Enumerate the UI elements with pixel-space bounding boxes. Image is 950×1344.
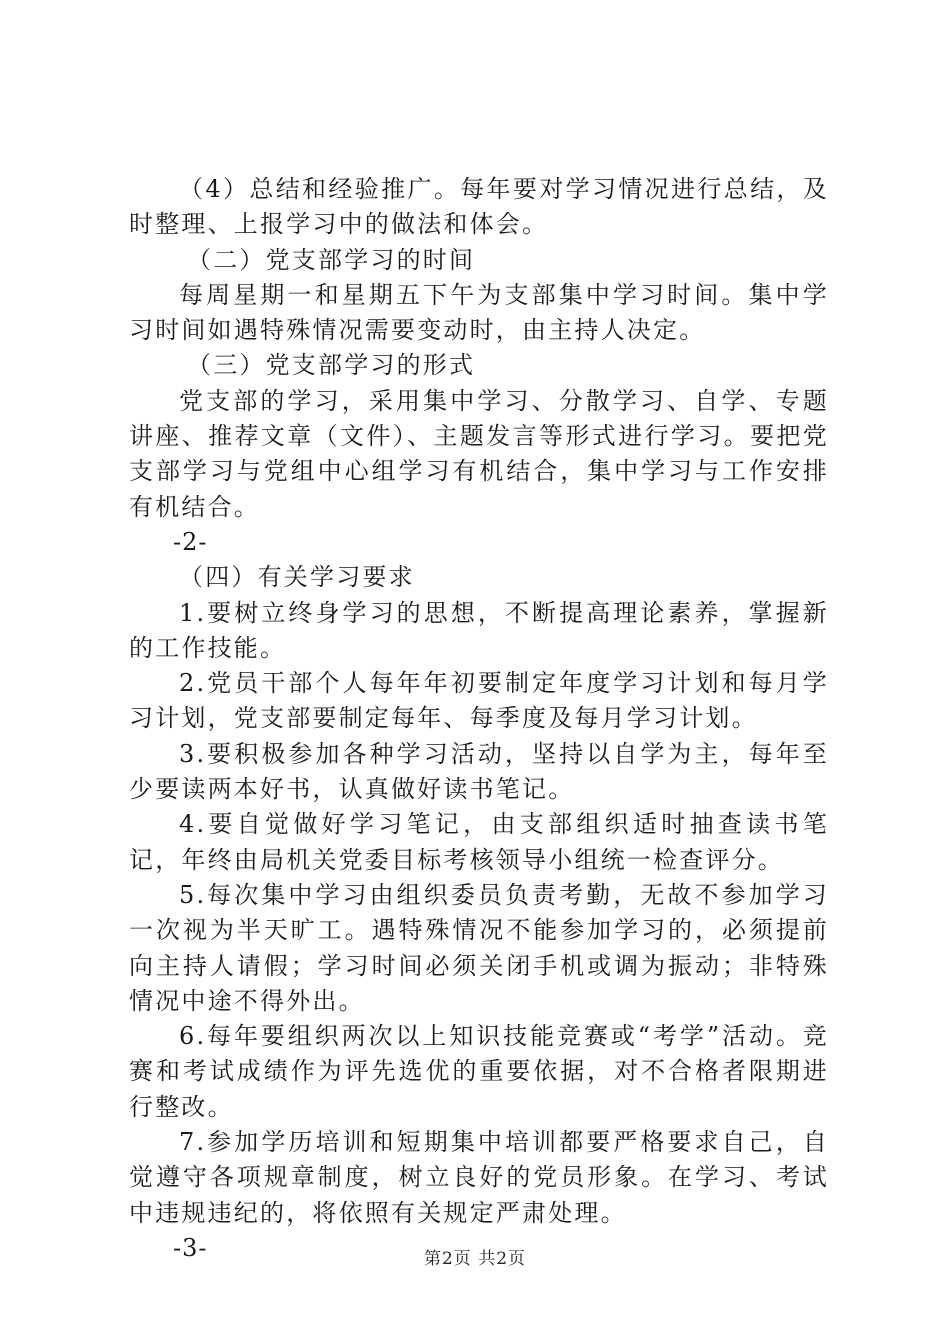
paragraph-summary-promotion: （4）总结和经验推广。每年要对学习情况进行总结，及时整理、上报学习中的做法和体会。 <box>129 175 829 239</box>
requirement-item-5: 5.每次集中学习由组织委员负责考勤，无故不参加学习一次视为半天旷工。遇特殊情况不能参加学习的，必须提前向主持人请假；学习时间必须关闭手机或调为振动；非特殊情况中途不得外出。 <box>129 880 829 1015</box>
section-heading-study-form: （三）党支部学习的形式 <box>187 351 476 380</box>
document-body <box>129 172 829 1266</box>
requirement-item-1: 1.要树立终身学习的思想，不断提高理论素养，掌握新的工作技能。 <box>129 598 829 662</box>
requirement-item-6: 6.每年要组织两次以上知识技能竞赛或“考学”活动。竞赛和考试成绩作为评先选优的重要依据，对不合格者限期进行整改。 <box>129 1022 829 1121</box>
requirement-item-7: 7.参加学历培训和短期集中培训都要严格要求自己，自觉遵守各项规章制度，树立良好的党员形象。在学习、考试中违规违纪的，将依照有关规定严肃处理。 <box>129 1128 829 1227</box>
paragraph-study-time: 每周星期一和星期五下午为支部集中学习时间。集中学习时间如遇特殊情况需要变动时，由主持人决定。 <box>129 280 829 345</box>
requirement-item-4: 4.要自觉做好学习笔记，由支部组织适时抽查读书笔记，年终由局机关党委目标考核领导小组统一检查评分。 <box>129 810 829 874</box>
page-number-label: 第2页 共2页 <box>423 1249 527 1269</box>
requirement-item-2: 2.党员干部个人每年年初要制定年度学习计划和每月学习计划，党支部要制定每年、每季度及每月学习计划。 <box>129 669 829 733</box>
section-heading-study-time: （二）党支部学习的时间 <box>187 245 476 274</box>
paragraph-study-form: 党支部的学习，采用集中学习、分散学习、自学、专题讲座、推荐文章（文件）、主题发言等形式进行学习。要把党支部学习与党组中心组学习有机结合，集中学习与工作安排有机结合。 <box>129 386 829 521</box>
page-marker-3: -3- <box>173 1233 208 1262</box>
section-heading-requirements: （四）有关学习要求 <box>179 563 415 592</box>
page-footer <box>0 1244 950 1269</box>
requirement-item-3: 3.要积极参加各种学习活动，坚持以自学为主，每年至少要读两本好书，认真做好读书笔记。 <box>129 739 829 804</box>
page-marker-2: -2- <box>173 527 208 556</box>
